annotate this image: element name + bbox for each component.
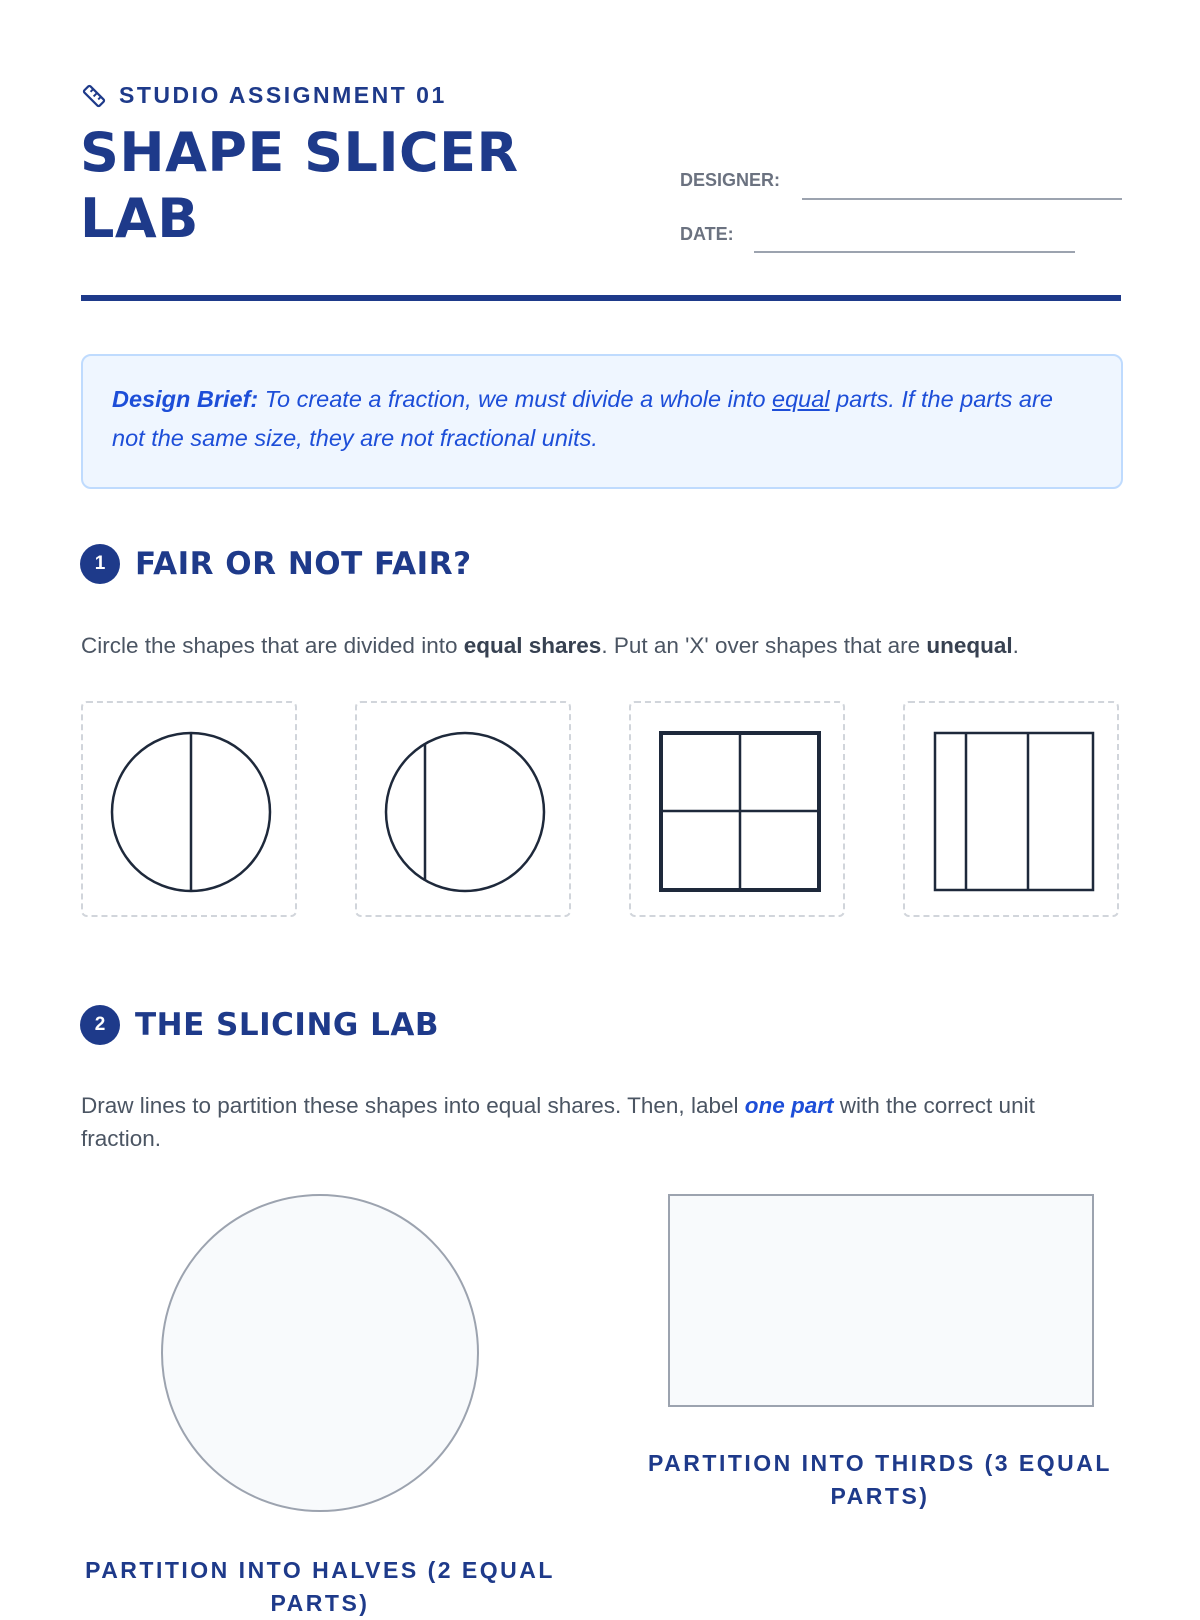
circle-unequal-split-shape (357, 703, 569, 915)
date-field[interactable] (754, 251, 1075, 253)
section-1-title: FAIR OR NOT FAIR? (135, 546, 472, 582)
section-1-heading (80, 544, 472, 584)
designer-field[interactable] (802, 198, 1122, 200)
instruction-1-part2: . Put an 'X' over shapes that are (601, 633, 927, 658)
square-unequal-strips-shape (905, 703, 1117, 915)
halves-drawing-circle[interactable] (161, 1194, 479, 1512)
shape-card-2[interactable] (355, 701, 571, 917)
square-quarters-shape (631, 703, 843, 915)
brief-lead: Design Brief: (112, 386, 259, 412)
assignment-eyebrow (81, 82, 447, 109)
brief-underlined-word: equal (772, 386, 830, 412)
designer-label: DESIGNER: (680, 170, 781, 190)
assignment-label: STUDIO ASSIGNMENT 01 (119, 82, 447, 108)
ruler-icon (81, 83, 107, 109)
header-divider (81, 295, 1121, 301)
halves-caption: PARTITION INTO HALVES (2 EQUAL PARTS) (85, 1557, 555, 1616)
instruction-2-part1: Draw lines to partition these shapes into equal shares. Then, label (81, 1093, 745, 1118)
brief-text-after: parts. If the parts are not the same size, they are not fractional units. (112, 386, 1053, 451)
date-label: DATE: (680, 224, 734, 244)
brief-text-before: To create a fraction, we must divide a whole into (258, 386, 773, 412)
instruction-1-part1: Circle the shapes that are divided into (81, 633, 464, 658)
shape-card-3[interactable] (629, 701, 845, 917)
thirds-drawing-rectangle[interactable] (668, 1194, 1094, 1407)
instruction-2-emphasis: one part (744, 1093, 834, 1118)
instruction-1-bold2: unequal (926, 633, 1013, 658)
design-brief-callout (81, 354, 1123, 489)
shape-card-4[interactable] (903, 701, 1119, 917)
page-title: SHAPE SLICER LAB (80, 121, 519, 250)
shape-card-1[interactable] (81, 701, 297, 917)
thirds-caption: PARTITION INTO THIRDS (3 EQUAL PARTS) (648, 1450, 1112, 1509)
section-1-number-badge: 1 (80, 544, 120, 584)
instruction-1-part3: . (1012, 633, 1019, 658)
section-1-instruction (81, 629, 1121, 662)
circle-halves-shape (83, 703, 295, 915)
instruction-2-part2: with the correct unit fraction. (81, 1093, 1035, 1151)
section-2-title: THE SLICING LAB (135, 1007, 440, 1043)
section-2-heading (80, 1005, 439, 1045)
section-2-instruction (81, 1089, 1121, 1155)
section-2-number-badge: 2 (80, 1005, 120, 1045)
instruction-1-bold1: equal shares (463, 633, 602, 658)
